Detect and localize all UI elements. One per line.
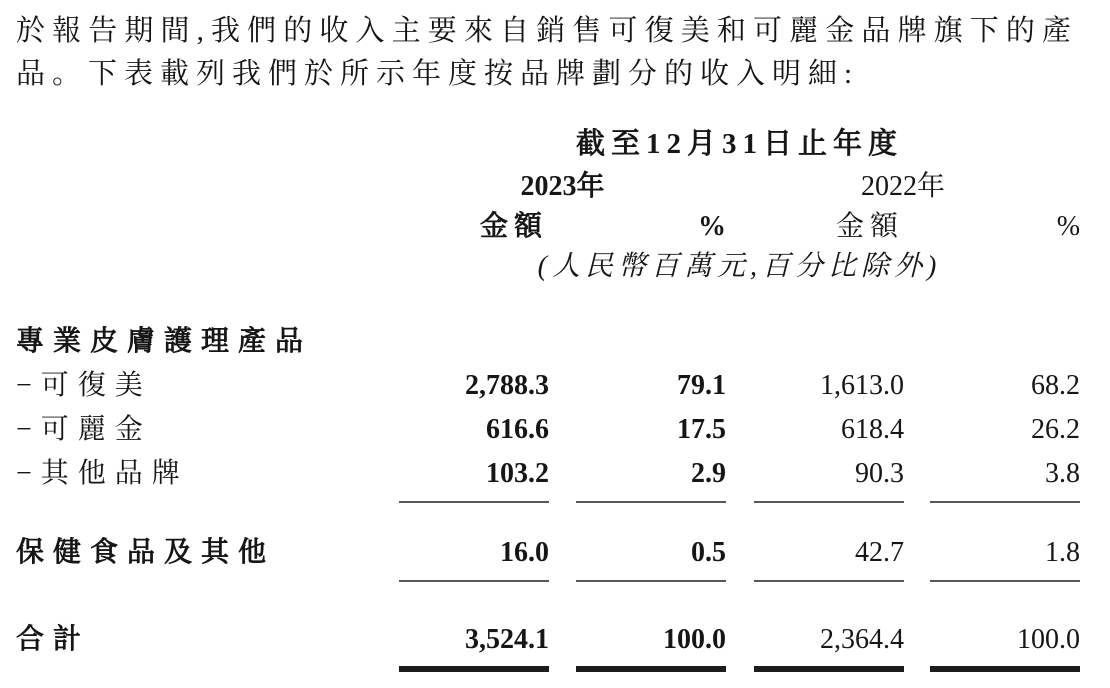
table-row-kefumei	[16, 364, 1080, 408]
year-2023-header: 2023年	[520, 171, 605, 202]
percent-2022-cell	[904, 408, 1080, 452]
percent-2022-value: 68.2	[1031, 370, 1081, 401]
amount-2022-value: 1,613.0	[820, 370, 904, 401]
amount-2023-value: 3,524.1	[399, 618, 549, 672]
empty-cell	[16, 166, 399, 208]
empty-cell	[16, 246, 399, 288]
percent-2022-value: 1.8	[930, 531, 1080, 582]
spacer-row	[16, 582, 1080, 618]
amount-2023-cell	[399, 618, 548, 672]
spacer	[16, 503, 1080, 531]
empty-cell	[399, 320, 1080, 364]
percent-2022-column-header: %	[1056, 211, 1081, 242]
row-label: −可復美	[16, 370, 152, 401]
row-label: −其他品牌	[16, 458, 189, 489]
percent-2023-value: 2.9	[576, 452, 726, 503]
amount-2023-cell	[399, 364, 548, 408]
percent-2023-value: 17.5	[677, 414, 726, 445]
spacer-row	[16, 288, 1080, 320]
year-header-row	[16, 166, 1080, 208]
table-row-other-brands	[16, 452, 1080, 503]
period-header: 截至12月31日止年度	[576, 128, 904, 160]
empty-cell	[16, 208, 399, 246]
percent-2023-cell	[548, 408, 726, 452]
amount-2023-value: 103.2	[399, 452, 549, 503]
table-row-health-food	[16, 531, 1080, 582]
percent-2022-value: 26.2	[1031, 414, 1081, 445]
amount-2022-cell	[726, 618, 904, 672]
amount-2023-value: 16.0	[399, 531, 549, 582]
table-row-total	[16, 618, 1080, 672]
percent-2022-cell	[904, 618, 1080, 672]
row-label: 合計	[16, 624, 91, 655]
table-row-kelijin	[16, 408, 1080, 452]
unit-note: (人民幣百萬元,百分比除外)	[537, 251, 942, 282]
amount-2022-cell	[726, 452, 904, 503]
unit-note-row	[16, 246, 1080, 288]
percent-2023-value: 0.5	[576, 531, 726, 582]
percent-2023-cell	[548, 531, 726, 582]
percent-2022-value: 3.8	[930, 452, 1080, 503]
percent-2023-cell	[548, 364, 726, 408]
spacer-row	[16, 503, 1080, 531]
percent-2023-value: 79.1	[677, 370, 726, 401]
percent-2023-value: 100.0	[576, 618, 726, 672]
percent-2023-cell	[548, 452, 726, 503]
percent-2022-value: 100.0	[930, 618, 1080, 672]
amount-2022-value: 90.3	[754, 452, 904, 503]
revenue-by-brand-table	[16, 122, 1080, 672]
amount-2022-value: 618.4	[841, 414, 904, 445]
amount-2022-value: 2,364.4	[754, 618, 904, 672]
period-header-row	[16, 122, 1080, 166]
empty-cell	[16, 122, 399, 166]
percent-2022-cell	[904, 364, 1080, 408]
percent-2022-cell	[904, 452, 1080, 503]
section-header-row	[16, 320, 1080, 364]
amount-2023-column-header: 金額	[479, 211, 548, 242]
amount-2022-cell	[726, 531, 904, 582]
amount-2023-cell	[399, 452, 548, 503]
percent-2023-column-header: %	[698, 211, 726, 242]
amount-2022-cell	[726, 364, 904, 408]
row-label: 保健食品及其他	[16, 537, 276, 568]
amount-2023-cell	[399, 408, 548, 452]
amount-2022-cell	[726, 408, 904, 452]
percent-2022-cell	[904, 531, 1080, 582]
amount-2023-value: 2,788.3	[465, 370, 549, 401]
amount-2022-value: 42.7	[754, 531, 904, 582]
amount-2023-cell	[399, 531, 548, 582]
intro-paragraph: 於報告期間,我們的收入主要來自銷售可復美和可麗金品牌旗下的產品。下表載列我們於所示年度按品牌劃分的收入明細:	[16, 15, 1078, 90]
column-header-row	[16, 208, 1080, 246]
section-label: 專業皮膚護理產品	[16, 326, 313, 357]
spacer	[16, 288, 1080, 320]
amount-2022-column-header: 金額	[835, 211, 904, 242]
amount-2023-value: 616.6	[486, 414, 549, 445]
row-label: −可麗金	[16, 414, 152, 445]
spacer	[16, 582, 1080, 618]
year-2022-header: 2022年	[861, 171, 946, 202]
percent-2023-cell	[548, 618, 726, 672]
